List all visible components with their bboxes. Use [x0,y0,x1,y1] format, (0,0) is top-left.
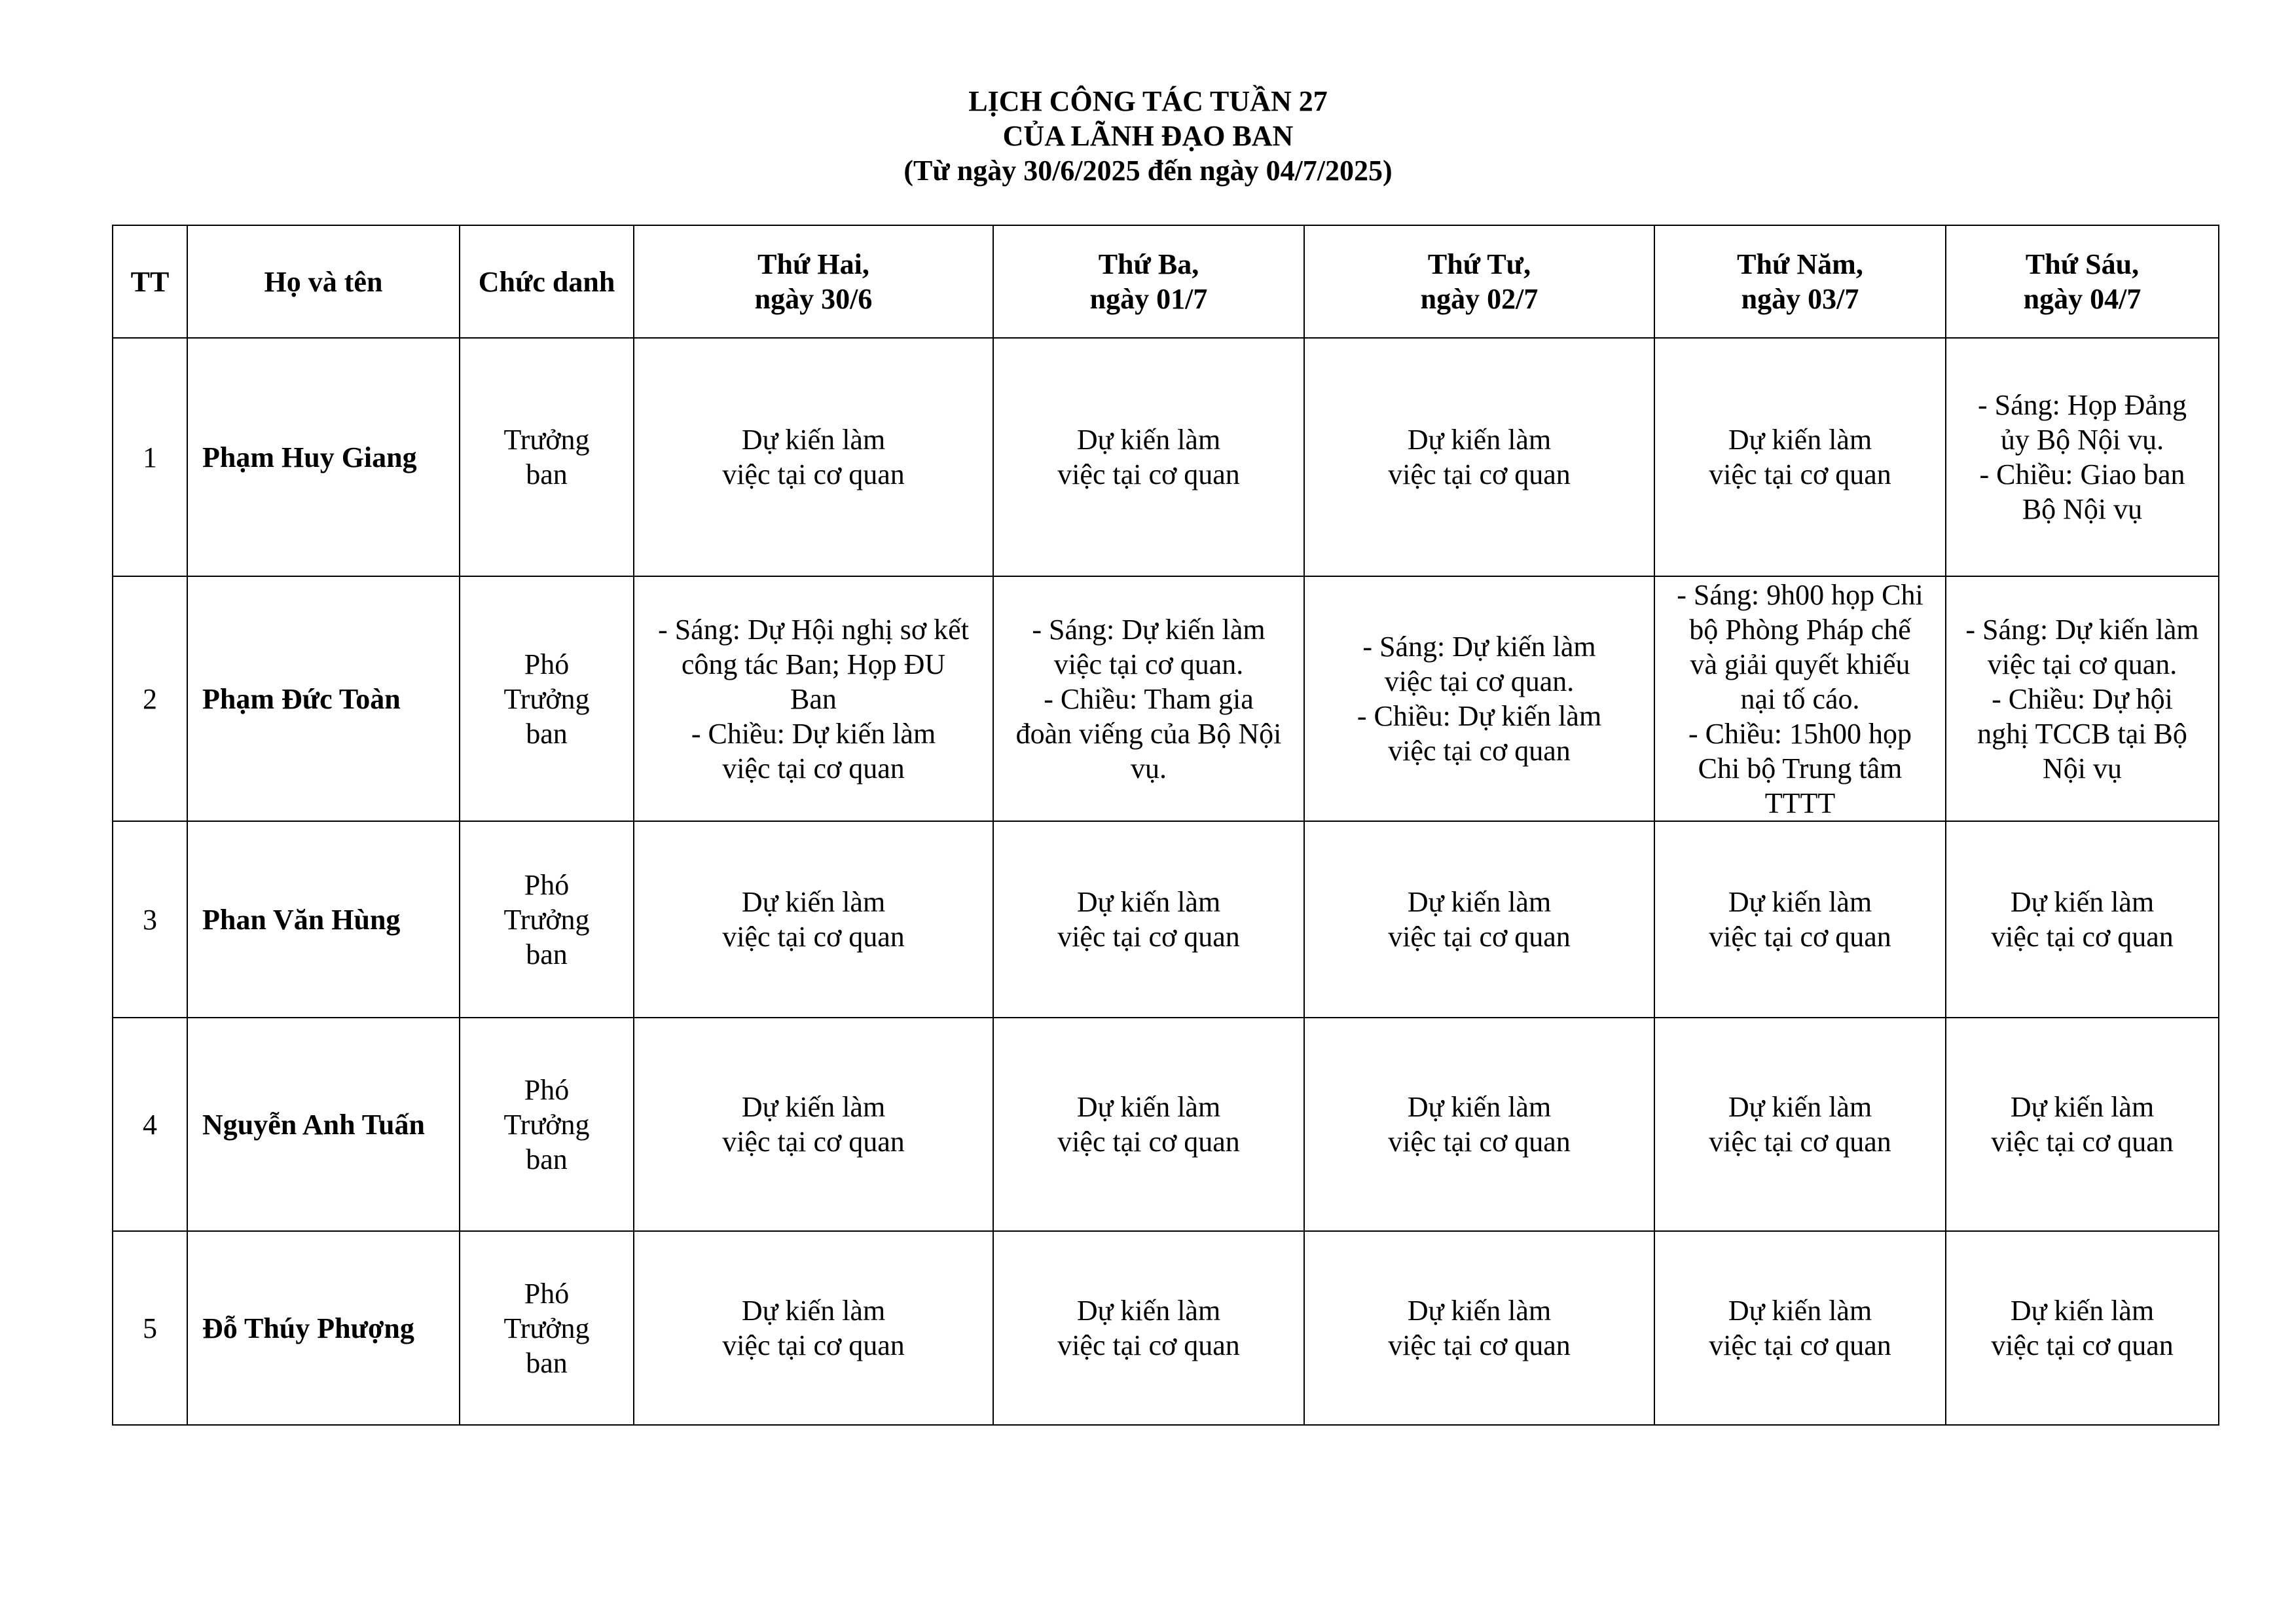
cell-tt: 4 [113,1018,187,1231]
schedule-line: vụ. [1131,752,1167,784]
cell-wednesday [1304,338,1654,576]
schedule-line: Dự kiến làm [1076,424,1221,456]
schedule-line: Dự kiến làm [1407,424,1552,456]
title-line: ban [526,1346,568,1379]
cell-name: Phạm Huy Giang [187,338,460,576]
schedule-line: việc tại cơ quan [1388,735,1571,767]
cell-tuesday [993,821,1304,1018]
title-line: ban [526,938,568,970]
schedule-line: - Sáng: Dự kiến làm [1362,631,1596,663]
schedule-line: Dự kiến làm [1728,1295,1872,1327]
title-line: Phó [524,1277,570,1310]
header-title: Chức danh [460,225,634,338]
schedule-body [113,338,2219,1425]
schedule-line: Dự kiến làm [1407,886,1552,918]
title-line-2: CỦA LÃNH ĐẠO BAN [1002,120,1294,152]
schedule-line: việc tại cơ quan [722,1329,905,1361]
cell-friday [1946,1231,2219,1425]
cell-tuesday [993,338,1304,576]
schedule-line: - Sáng: Họp Đảng [1978,389,2187,421]
cell-wednesday [1304,1231,1654,1425]
cell-name: Phan Văn Hùng [187,821,460,1018]
title-line: Trưởng [503,1108,590,1141]
cell-tt: 3 [113,821,187,1018]
schedule-line: việc tại cơ quan [1991,921,2174,953]
schedule-line: TTTT [1764,786,1836,819]
schedule-line: và giải quyết khiếu [1690,648,1910,680]
cell-monday [634,338,993,576]
schedule-line: Dự kiến làm [1728,424,1872,456]
schedule-line: - Chiều: Tham gia [1044,682,1254,715]
cell-friday [1946,576,2219,821]
header-day-date: ngày 01/7 [1089,283,1208,315]
title-line: Phó [524,1073,570,1106]
cell-tt: 2 [113,576,187,821]
schedule-line: - Chiều: Dự hội [1992,682,2173,715]
cell-thursday [1654,1231,1946,1425]
schedule-line: - Chiều: Giao ban [1979,458,2185,490]
cell-monday [634,576,993,821]
schedule-line: Dự kiến làm [2010,886,2155,918]
table-row [113,576,2219,821]
cell-thursday [1654,338,1946,576]
schedule-line: Dự kiến làm [1076,886,1221,918]
schedule-line: Dự kiến làm [1407,1295,1552,1327]
schedule-line: việc tại cơ quan [1057,1126,1240,1158]
header-day-friday [1946,225,2219,338]
cell-thursday [1654,821,1946,1018]
schedule-line: việc tại cơ quan [722,752,905,784]
schedule-line: ủy Bộ Nội vụ. [2000,424,2164,456]
cell-tuesday [993,1231,1304,1425]
schedule-line: Dự kiến làm [741,1091,886,1123]
header-day-monday [634,225,993,338]
table-row [113,1231,2219,1425]
schedule-line: việc tại cơ quan [722,921,905,953]
schedule-line: việc tại cơ quan [1057,921,1240,953]
cell-name: Nguyễn Anh Tuấn [187,1018,460,1231]
cell-title [460,1018,634,1231]
schedule-line: - Sáng: Dự Hội nghị sơ kết [658,613,969,646]
schedule-line: việc tại cơ quan [1388,921,1571,953]
schedule-line: việc tại cơ quan. [1384,665,1575,697]
cell-wednesday [1304,1018,1654,1231]
schedule-line: nghị TCCB tại Bộ [1977,717,2187,750]
cell-friday [1946,338,2219,576]
schedule-line: việc tại cơ quan [1991,1329,2174,1361]
schedule-line: Chi bộ Trung tâm [1698,752,1903,784]
header-day-thursday [1654,225,1946,338]
cell-tuesday [993,576,1304,821]
schedule-line: - Chiều: Dự kiến làm [1357,700,1602,732]
schedule-line: Dự kiến làm [1728,886,1872,918]
cell-thursday [1654,1018,1946,1231]
title-line: Phó [524,868,570,901]
schedule-line: Dự kiến làm [1728,1091,1872,1123]
schedule-line: Dự kiến làm [1076,1091,1221,1123]
table-row [113,338,2219,576]
schedule-line: Dự kiến làm [1076,1295,1221,1327]
cell-tt: 5 [113,1231,187,1425]
title-line: Trưởng [503,903,590,936]
cell-wednesday [1304,576,1654,821]
cell-name: Đỗ Thúy Phượng [187,1231,460,1425]
schedule-line: việc tại cơ quan [722,458,905,490]
cell-thursday [1654,576,1946,821]
schedule-line: Dự kiến làm [741,424,886,456]
title-line: Phó [524,648,570,680]
schedule-line: Ban [790,682,837,715]
cell-title [460,821,634,1018]
cell-title [460,1231,634,1425]
schedule-line: - Chiều: 15h00 họp [1688,717,1912,750]
cell-tuesday [993,1018,1304,1231]
schedule-line: nại tố cáo. [1740,682,1860,715]
table-row [113,1018,2219,1231]
cell-friday [1946,821,2219,1018]
schedule-line: việc tại cơ quan [1388,458,1571,490]
header-day-date: ngày 03/7 [1741,283,1859,315]
schedule-line: việc tại cơ quan [1057,458,1240,490]
header-day-label: Thứ Năm, [1737,248,1863,280]
cell-title [460,576,634,821]
title-line-3: (Từ ngày 30/6/2025 đến ngày 04/7/2025) [903,155,1393,187]
cell-wednesday [1304,821,1654,1018]
schedule-line: Bộ Nội vụ [2022,493,2143,525]
schedule-line: việc tại cơ quan [1388,1126,1571,1158]
schedule-line: việc tại cơ quan [1709,921,1891,953]
schedule-line: - Chiều: Dự kiến làm [691,717,936,750]
schedule-line: đoàn viếng của Bộ Nội [1015,717,1282,750]
cell-friday [1946,1018,2219,1231]
schedule-line: bộ Phòng Pháp chế [1689,613,1911,646]
header-day-date: ngày 04/7 [2023,283,2141,315]
schedule-line: việc tại cơ quan [1709,1126,1891,1158]
table-header-row [113,225,2219,338]
schedule-line: việc tại cơ quan. [1987,648,2178,680]
cell-monday [634,1018,993,1231]
schedule-line: việc tại cơ quan. [1053,648,1244,680]
header-day-label: Thứ Ba, [1098,248,1199,280]
schedule-line: việc tại cơ quan [1388,1329,1571,1361]
title-line: Trưởng [503,682,590,715]
header-day-label: Thứ Hai, [757,248,869,280]
schedule-line: Dự kiến làm [2010,1091,2155,1123]
schedule-line: công tác Ban; Họp ĐU [681,648,946,680]
header-day-tuesday [993,225,1304,338]
schedule-line: - Sáng: Dự kiến làm [1032,613,1266,646]
schedule-table [112,225,2219,1426]
title-line: Trưởng [503,424,590,456]
header-day-label: Thứ Sáu, [2025,248,2140,280]
schedule-line: - Sáng: 9h00 họp Chi [1677,578,1923,611]
cell-monday [634,821,993,1018]
schedule-line: việc tại cơ quan [1709,1329,1891,1361]
schedule-line: việc tại cơ quan [1991,1126,2174,1158]
title-line: ban [526,458,568,490]
header-day-date: ngày 02/7 [1420,283,1539,315]
cell-name: Phạm Đức Toàn [187,576,460,821]
table-row [113,821,2219,1018]
header-name: Họ và tên [187,225,460,338]
schedule-line: Nội vụ [2043,752,2122,784]
cell-title [460,338,634,576]
title-line: Trưởng [503,1312,590,1344]
schedule-line: việc tại cơ quan [722,1126,905,1158]
schedule-line: - Sáng: Dự kiến làm [1965,613,2199,646]
title-line: ban [526,1143,568,1175]
document-title [0,84,2296,188]
cell-monday [634,1231,993,1425]
schedule-line: việc tại cơ quan [1057,1329,1240,1361]
header-tt: TT [113,225,187,338]
header-day-wednesday [1304,225,1654,338]
title-line: ban [526,717,568,750]
schedule-line: Dự kiến làm [1407,1091,1552,1123]
title-line-1: LỊCH CÔNG TÁC TUẦN 27 [968,85,1328,117]
header-day-label: Thứ Tư, [1427,248,1531,280]
cell-tt: 1 [113,338,187,576]
schedule-line: Dự kiến làm [741,1295,886,1327]
schedule-line: việc tại cơ quan [1709,458,1891,490]
header-day-date: ngày 30/6 [754,283,873,315]
schedule-line: Dự kiến làm [2010,1295,2155,1327]
schedule-line: Dự kiến làm [741,886,886,918]
